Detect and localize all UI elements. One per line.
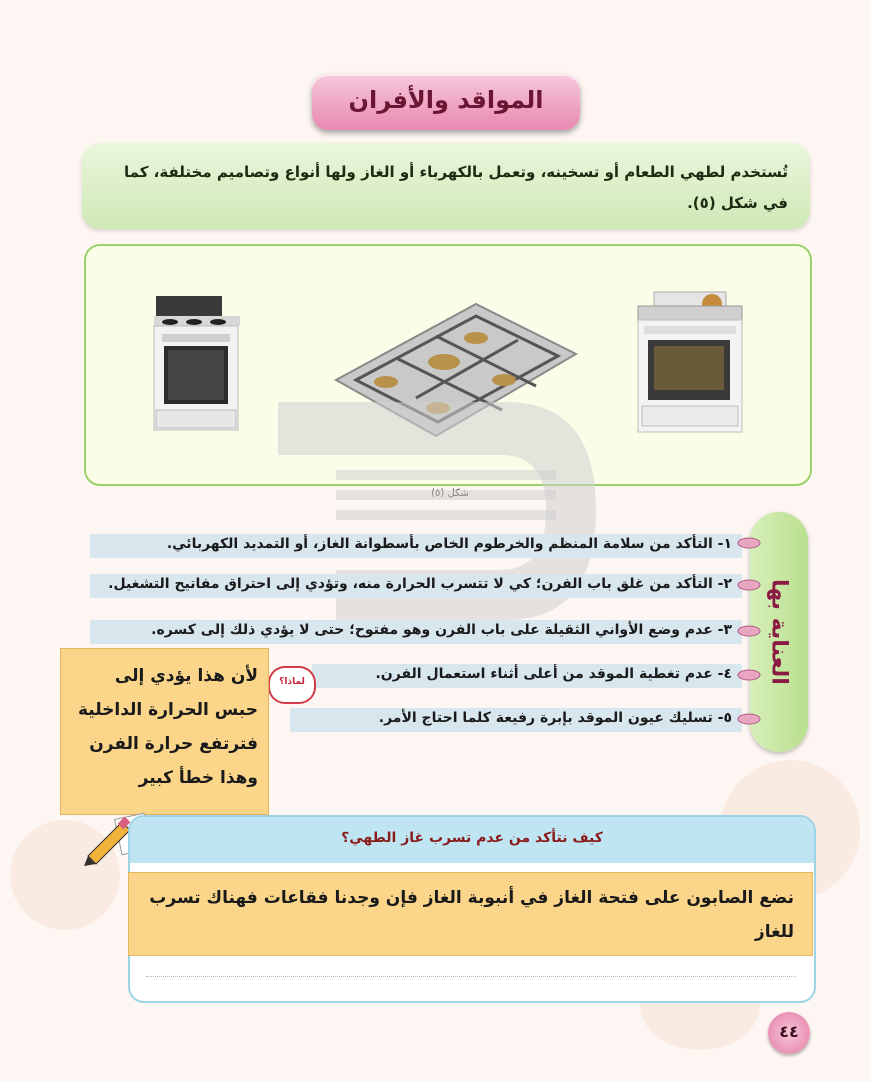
care-rule [90,620,742,644]
intro-box [82,143,810,229]
care-rule-text: ٥- تسليك عيون الموقد بإبرة رفيعة كلما احتاج الأمر. [378,710,732,726]
care-rule [90,574,742,598]
care-rule-text: ٢- التأكد من غلق باب الفرن؛ كي لا تتسرب الحرارة منه، وتؤدي إلى احتراق مفاتيح التشغيل. [108,576,732,592]
gas-stove-image [634,290,744,434]
why-badge-text: لماذا؟ [279,677,305,687]
care-rule-text: ١- التأكد من سلامة المنظم والخرطوم الخاص بأسطوانة الغاز، أو التمديد الكهربائي. [166,536,732,552]
care-rule [312,664,742,688]
pin-icon [736,668,762,682]
care-rule-text: ٤- عدم تغطية الموقد من أعلى أثناء استعمال الفرن. [375,666,732,682]
why-answer-note [60,648,269,815]
question-header [130,817,814,863]
page-number-badge [768,1012,810,1054]
intro-text: تُستخدم لطهي الطعام أو تسخينه، وتعمل بالكهرباء أو الغاز ولها أنواع وتصاميم مختلفة، كما في شكل (٥). [124,163,788,212]
pin-icon [736,578,762,592]
care-rule [90,534,742,558]
page-number: ٤٤ [779,1022,799,1041]
why-badge [268,666,316,704]
care-rule-text: ٣- عدم وضع الأواني الثقيلة على باب الفرن وهو مفتوح؛ حتى لا يؤدي ذلك إلى كسره. [151,622,732,638]
pin-icon [736,712,762,726]
care-rule [290,708,742,732]
title-banner [312,74,580,130]
question-heading: كيف نتأكد من عدم تسرب غاز الطهي؟ [341,830,603,846]
pin-icon [736,536,762,550]
answer-line [146,976,796,977]
question-answer-box [128,872,813,956]
page-title: المواقد والأفران [348,86,544,114]
care-label-text: العناية بها [766,579,792,685]
question-answer-text: نضع الصابون على فتحة الغاز في أنبوبة الغاز فإن وجدنا فقاعات فهناك تسرب للغاز [149,888,794,942]
pin-icon [736,624,762,638]
why-answer-text: لأن هذا يؤدي إلى حبس الحرارة الداخلية فترتفع حرارة الفرن وهذا خطأ كبير [77,666,258,788]
electric-stove-image [150,294,250,434]
